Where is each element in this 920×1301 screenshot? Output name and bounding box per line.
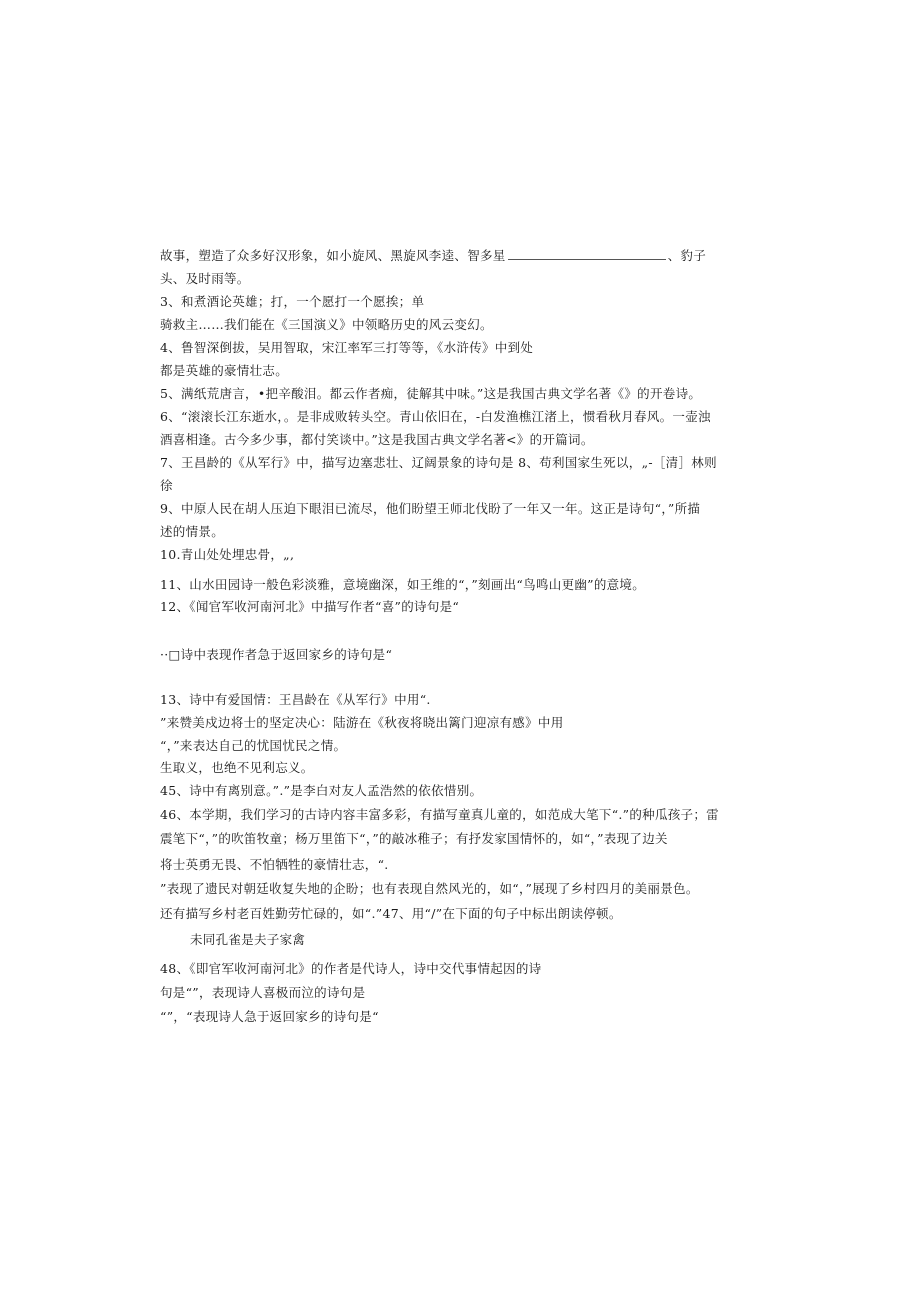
text-line-7: 5、满纸荒唐言，•把辛酸泪。都云作者痴，徒解其中味。”这是我国古典文学名著《》的开卷诗。 xyxy=(160,386,702,401)
text-line-20: “，”来表达自己的忧国忧民之情。 xyxy=(160,738,347,753)
text-line-13: 述的情景。 xyxy=(160,524,225,539)
text-line-14: 10.青山处处埋忠骨，„, xyxy=(160,547,295,562)
text-line-21: 生取义，也绝不见利忘义。 xyxy=(160,760,314,775)
text-line-23: 46、本学期，我们学习的古诗内容丰富多彩，有描写童真儿童的，如范成大笔下“.”的种瓜孩子；雷 xyxy=(160,807,719,822)
text-line-6: 都是英雄的豪情壮志。 xyxy=(160,363,289,378)
text-line-19: ”来赞美戍边将士的坚定决心：陆游在《秋夜将晓出篱门迎凉有感》中用 xyxy=(160,715,564,730)
text-line-15: 11、山水田园诗一般色彩淡雅，意境幽深，如王维的“，”刻画出“鸟鸣山更幽”的意境。 xyxy=(160,577,646,592)
text-line-10: 7、王昌龄的《从军行》中，描写边塞悲壮、辽阔景象的诗句是 8、苟利国家生死以，„-［清］林则 xyxy=(160,455,717,470)
text-line-5: 4、鲁智深倒拔，吴用智取，宋江率军三打等等，《水浒传》中到处 xyxy=(160,340,534,355)
text-line-3: 3、和煮酒论英雄；打，一个愿打一个愿挨；单 xyxy=(160,294,425,309)
text-line-4: 骑救主……我们能在《三国演义》中领略历史的风云变幻。 xyxy=(160,317,493,332)
text-line-11: 徐 xyxy=(160,478,173,493)
text-line-18: 13、诗中有爱国情：王昌龄在《从军行》中用“. xyxy=(160,692,431,707)
text-line-1 xyxy=(160,248,706,264)
text-line-12: 9、中原人民在胡人压迫下眼泪已流尽，他们盼望王师北伐盼了一年又一年。这正是诗句“，”所描 xyxy=(160,501,701,516)
text-line-17: ··□诗中表现作者急于返回家乡的诗句是“ xyxy=(160,647,393,662)
text-line-2: 头、及时雨等。 xyxy=(160,271,250,286)
text-line-16: 12、《闻官军收河南河北》中描写作者“喜”的诗句是“ xyxy=(160,599,460,614)
text-line-25: 将士英勇无畏、不怕牺牲的豪情壮志，“. xyxy=(160,857,389,872)
text-line-24: 震笔下“，”的吹笛牧童；杨万里笛下“，”的敲冰稚子；有抒发家国情怀的，如“，”表现了边关 xyxy=(160,831,668,846)
text-line-31: “”，“表现诗人急于返回家乡的诗句是“ xyxy=(160,1009,379,1024)
text-line-9: 酒喜相逢。古今多少事，都付笑谈中。”这是我国古典文学名著<》的开篇词。 xyxy=(160,432,594,447)
text-segment: 、豹子 xyxy=(667,248,707,263)
text-segment: 故事，塑造了众多好汉形象，如小旋风、黑旋风李逵、智多星 xyxy=(160,248,506,263)
text-line-26: ”表现了遗民对朝廷收复失地的企盼；也有表现自然风光的，如“，”展现了乡村四月的美丽景色。 xyxy=(160,881,699,896)
text-line-28: 未同孔雀是夫子家禽 xyxy=(190,932,306,947)
text-line-29: 48、《即官军收河南河北》的作者是代诗人，诗中交代事情起因的诗 xyxy=(160,961,542,976)
fill-blank xyxy=(508,250,666,260)
text-line-27: 还有描写乡村老百姓勤劳忙碌的，如“.”47、用“/”在下面的句子中标出朗读停顿。 xyxy=(160,906,622,921)
text-line-30: 句是“”，表现诗人喜极而泣的诗句是 xyxy=(160,985,366,1000)
text-line-8: 6、“滚滚长江东逝水，。是非成败转头空。青山依旧在，-白发渔樵江渚上，惯看秋月春风。一壶浊 xyxy=(160,409,711,424)
text-line-22: 45、诗中有离别意。”.”是李白对友人孟浩然的依依惜别。 xyxy=(160,783,483,798)
